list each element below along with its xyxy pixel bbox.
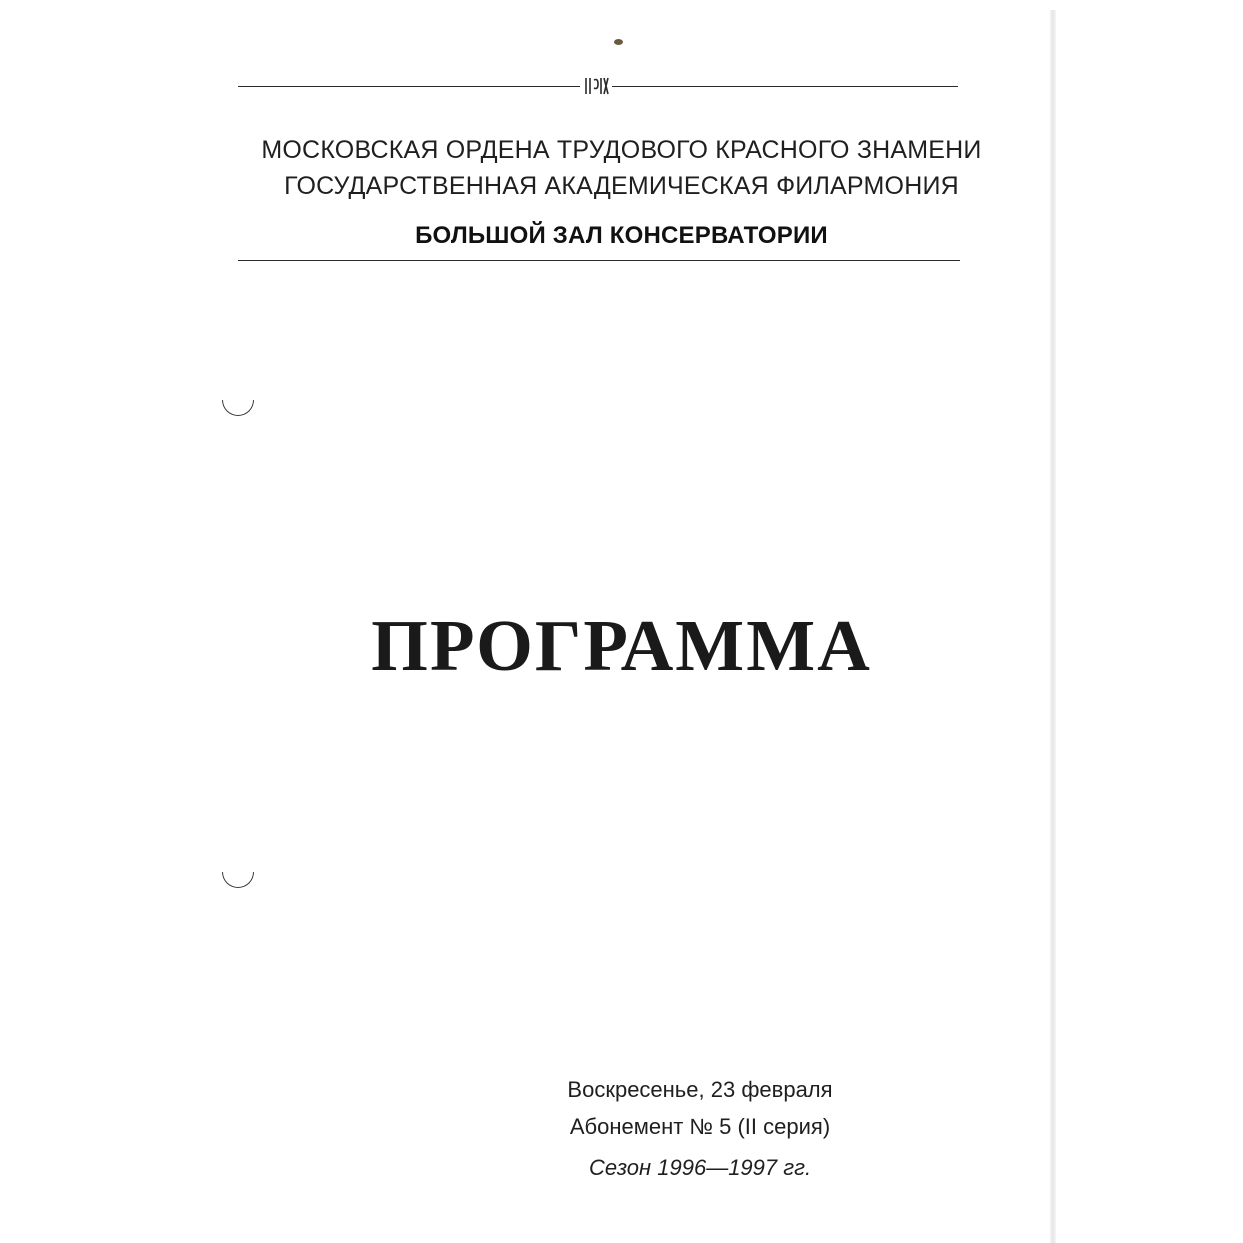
top-rule-right	[612, 86, 958, 87]
punch-hole-top	[222, 400, 254, 416]
punch-hole-bottom	[222, 872, 254, 888]
header-line-2: ГОСУДАРСТВЕННАЯ АКАДЕМИЧЕСКАЯ ФИЛАРМОНИЯ	[284, 172, 959, 200]
subscription-info: Абонемент № 5 (II серия)	[569, 1114, 831, 1139]
season-info: Сезон 1996—1997 гг.	[588, 1155, 812, 1180]
scene-logo-icon	[582, 74, 610, 98]
header-line-1: МОСКОВСКАЯ ОРДЕНА ТРУДОВОГО КРАСНОГО ЗНАМЕНИ	[261, 136, 982, 164]
concert-date: Воскресенье, 23 февраля	[567, 1077, 833, 1102]
paper-speck	[614, 39, 623, 45]
program-title: ПРОГРАММА	[371, 605, 872, 686]
header-bottom-rule	[238, 260, 960, 261]
venue-name: БОЛЬШОЙ ЗАЛ КОНСЕРВАТОРИИ	[415, 222, 828, 249]
top-rule-left	[238, 86, 580, 87]
